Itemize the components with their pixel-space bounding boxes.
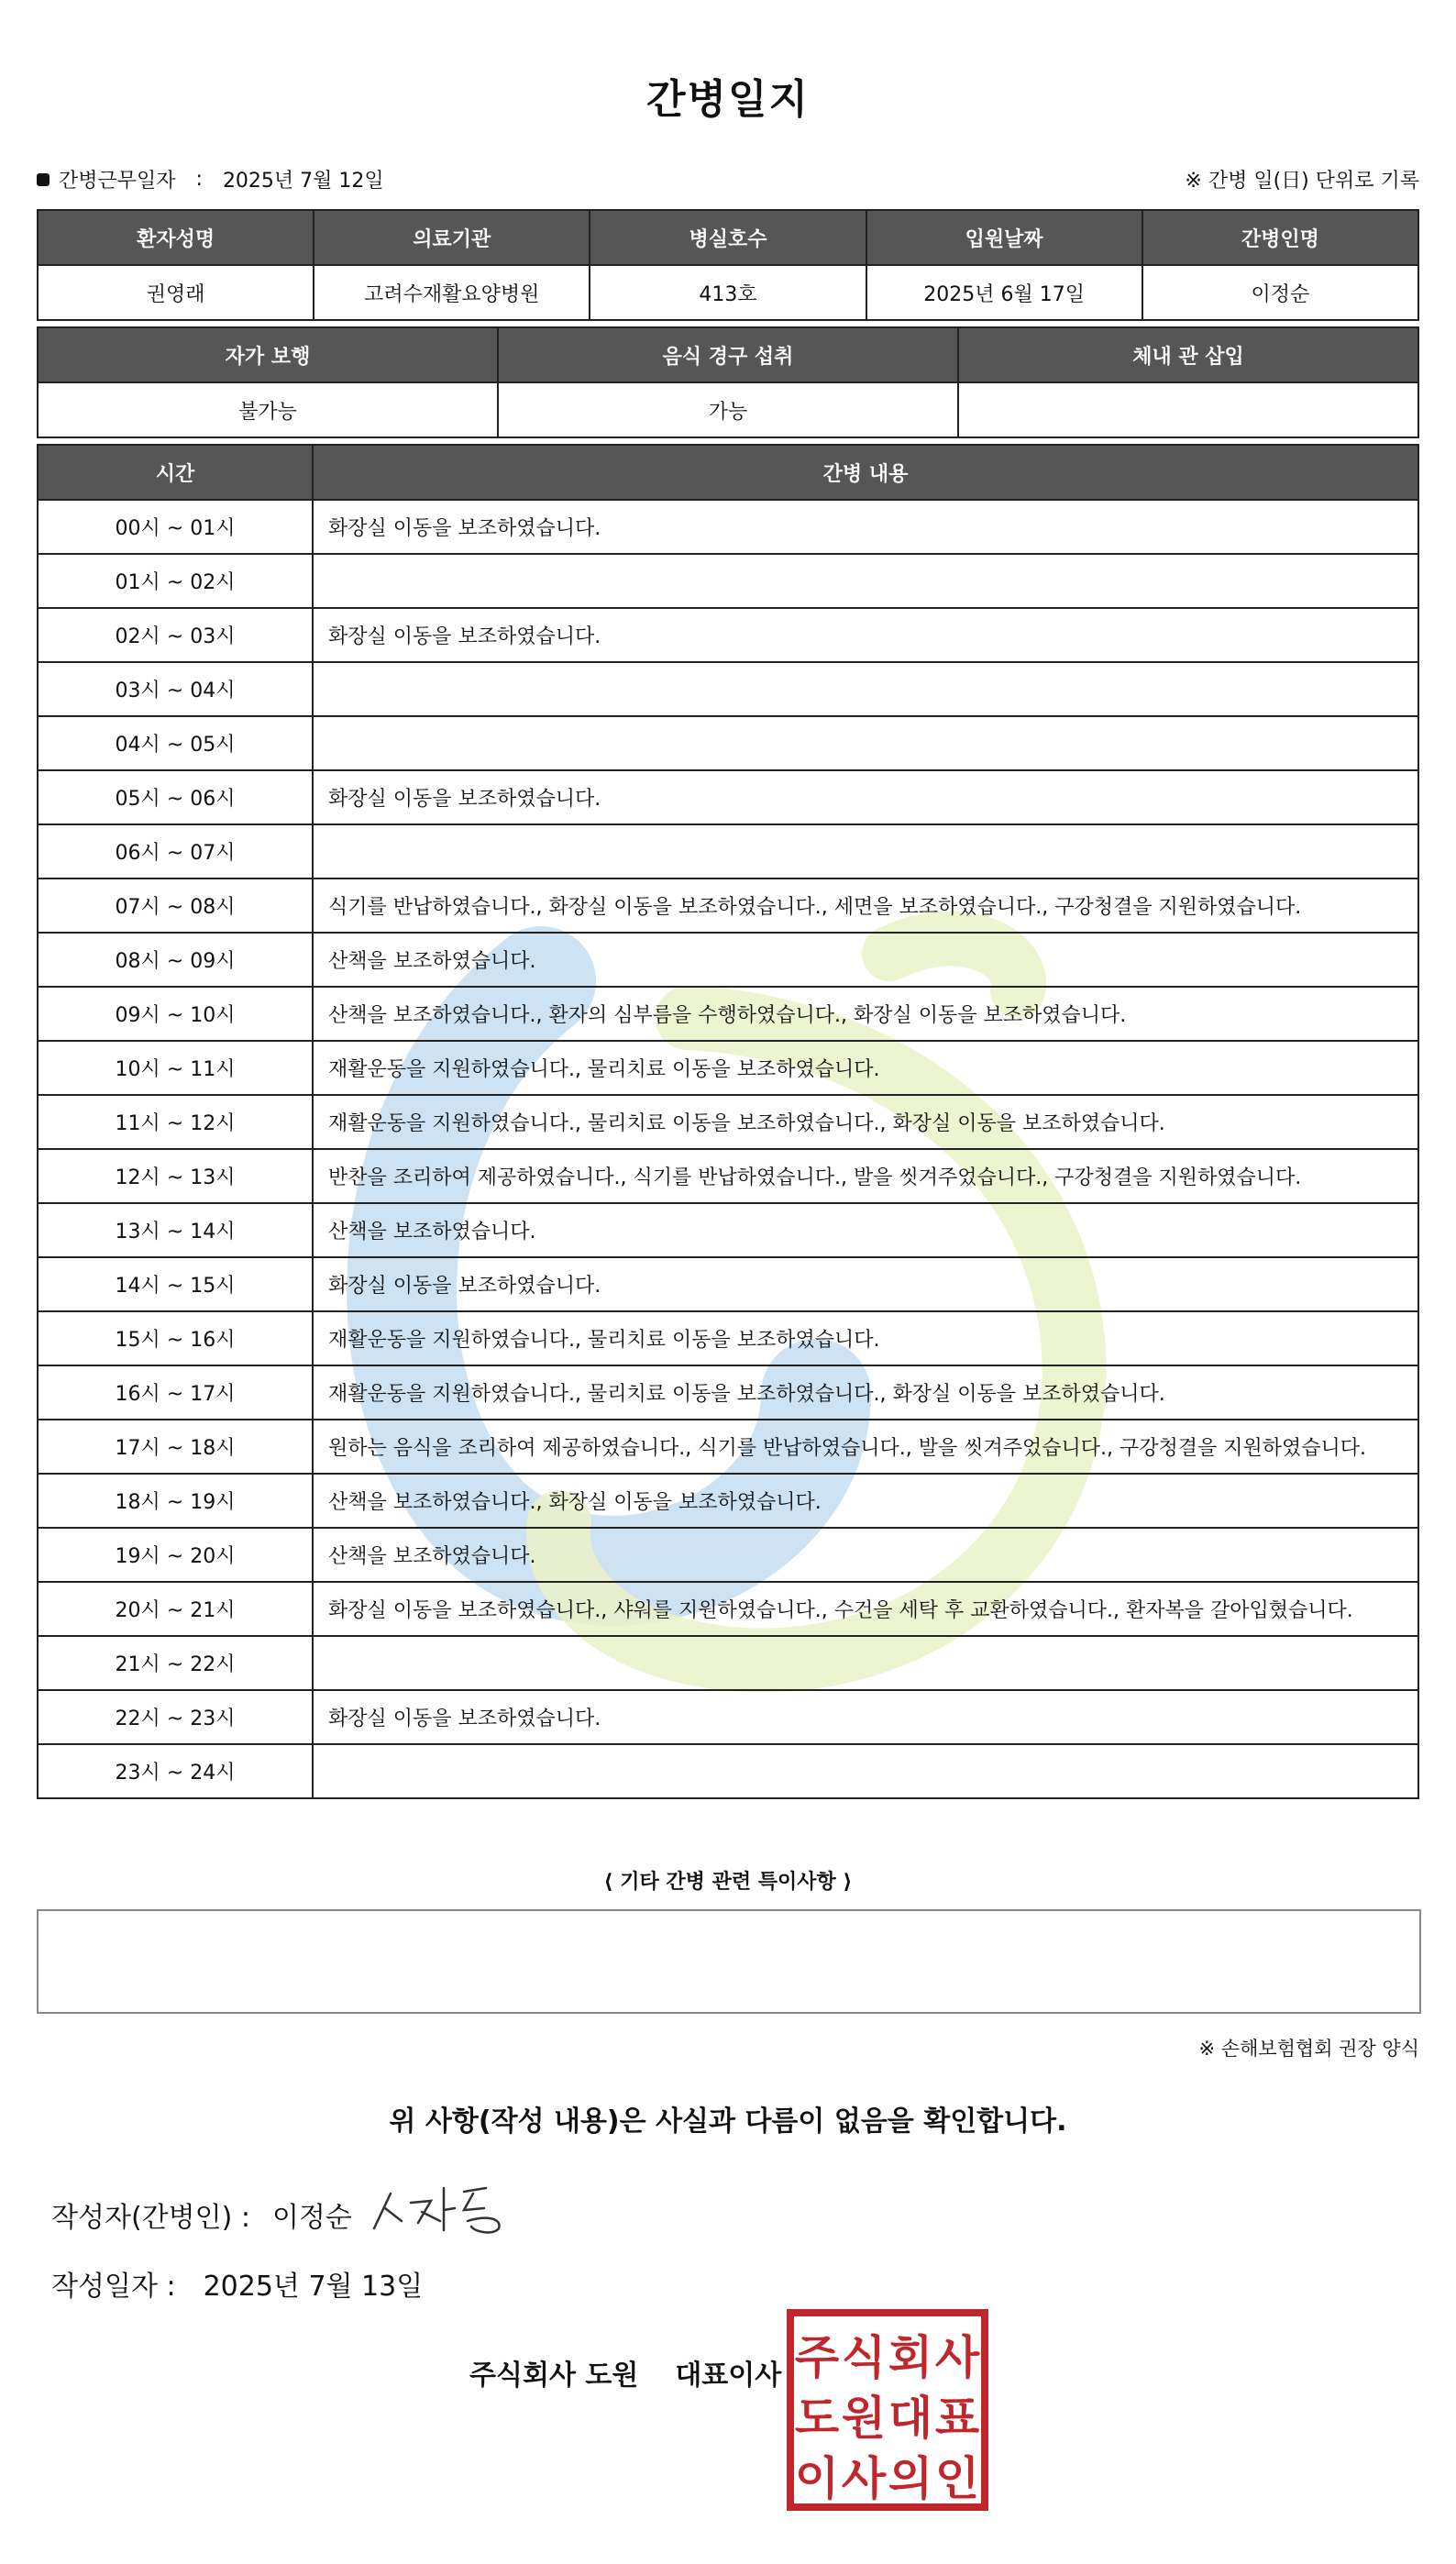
- written-date-value: 2025년 7월 13일: [203, 2271, 424, 2303]
- header-oral-intake: 음식 경구 섭취: [498, 327, 958, 382]
- log-content: 반찬을 조리하여 제공하였습니다., 식기를 반납하였습니다., 발을 씻겨주었습니다., 구강청결을 지원하였습니다.: [313, 1149, 1418, 1203]
- log-content: 화장실 이동을 보조하였습니다.: [313, 770, 1418, 824]
- table-row: [38, 1744, 1418, 1798]
- seal-character: 대: [888, 2392, 933, 2445]
- room-number: 413호: [590, 265, 866, 320]
- table-row: [38, 933, 1418, 987]
- unit-note: ※ 간병 일(日) 단위로 기록: [1185, 170, 1419, 193]
- log-content: [313, 716, 1418, 770]
- writer-label: 작성자(간병인) :: [51, 2202, 250, 2234]
- table-row: [38, 1528, 1418, 1582]
- table-row: [38, 1636, 1418, 1690]
- log-content: 재활운동을 지원하였습니다., 물리치료 이동을 보조하였습니다.: [313, 1041, 1418, 1095]
- institution: 고려수재활요양병원: [314, 265, 590, 320]
- notes-title: ⟨ 기타 간병 관련 특이사항 ⟩: [603, 1871, 853, 1894]
- header-room: 병실호수: [590, 210, 866, 265]
- work-date-info: [37, 165, 384, 193]
- log-content: 산책을 보조하였습니다.: [313, 933, 1418, 987]
- log-time: 05시 ~ 06시: [38, 770, 313, 824]
- log-content: 재활운동을 지원하였습니다., 물리치료 이동을 보조하였습니다.: [313, 1311, 1418, 1365]
- seal-character: 회: [888, 2331, 933, 2384]
- company-signature-line: [469, 2352, 781, 2393]
- table-row: [38, 1311, 1418, 1365]
- table-row: [38, 1041, 1418, 1095]
- log-time: 03시 ~ 04시: [38, 662, 313, 716]
- table-row: [38, 1474, 1418, 1528]
- log-content: 화장실 이동을 보조하였습니다., 샤워를 지원하였습니다., 수건을 세탁 후 교환하였습니다., 환자복을 갈아입혔습니다.: [313, 1582, 1418, 1636]
- log-time: 22시 ~ 23시: [38, 1690, 313, 1744]
- log-content: 재활운동을 지원하였습니다., 물리치료 이동을 보조하였습니다., 화장실 이동을 보조하였습니다.: [313, 1365, 1418, 1420]
- work-date-colon: :: [195, 168, 203, 191]
- header-patient-name: 환자성명: [38, 210, 314, 265]
- patient-info-value-row: [38, 265, 1418, 320]
- log-time: 13시 ~ 14시: [38, 1203, 313, 1257]
- writer-name: 이정순: [271, 2202, 352, 2234]
- seal-character: 주: [794, 2331, 840, 2384]
- seal-character: 원: [841, 2392, 887, 2445]
- log-time: 23시 ~ 24시: [38, 1744, 313, 1798]
- table-row: [38, 770, 1418, 824]
- table-row: [38, 1149, 1418, 1203]
- care-log-header-row: [38, 445, 1418, 500]
- log-content: 원하는 음식을 조리하여 제공하였습니다., 식기를 반납하였습니다., 발을 씻겨주었습니다., 구강청결을 지원하였습니다.: [313, 1420, 1418, 1474]
- table-row: [38, 1420, 1418, 1474]
- log-content: 산책을 보조하였습니다.: [313, 1528, 1418, 1582]
- log-time: 14시 ~ 15시: [38, 1257, 313, 1311]
- log-time: 20시 ~ 21시: [38, 1582, 313, 1636]
- patient-name: 권영래: [38, 265, 314, 320]
- seal-character: 사: [934, 2331, 980, 2384]
- seal-character: 의: [888, 2452, 933, 2505]
- header-institution: 의료기관: [314, 210, 590, 265]
- seal-character: 인: [934, 2452, 980, 2505]
- status-value-row: [38, 382, 1418, 437]
- seal-character: 표: [934, 2392, 980, 2445]
- written-date-label: 작성일자 :: [51, 2271, 176, 2303]
- square-bullet-icon: [37, 173, 50, 186]
- log-time: 12시 ~ 13시: [38, 1149, 313, 1203]
- admission-date: 2025년 6월 17일: [866, 265, 1142, 320]
- log-content: 재활운동을 지원하였습니다., 물리치료 이동을 보조하였습니다., 화장실 이동을 보조하였습니다.: [313, 1095, 1418, 1149]
- notes-box: [37, 1909, 1421, 2014]
- table-row: [38, 987, 1418, 1041]
- log-time: 07시 ~ 08시: [38, 879, 313, 933]
- table-row: [38, 500, 1418, 554]
- log-content: [313, 554, 1418, 608]
- patient-info-table: [37, 209, 1419, 321]
- table-row: [38, 554, 1418, 608]
- log-time: 17시 ~ 18시: [38, 1420, 313, 1474]
- log-content: 식기를 반납하였습니다., 화장실 이동을 보조하였습니다., 세면을 보조하였습니다., 구강청결을 지원하였습니다.: [313, 879, 1418, 933]
- table-row: [38, 1690, 1418, 1744]
- log-content: 화장실 이동을 보조하였습니다.: [313, 1690, 1418, 1744]
- tube-insertion-value: [958, 382, 1418, 437]
- log-time: 10시 ~ 11시: [38, 1041, 313, 1095]
- handwritten-signature: [365, 2175, 521, 2239]
- seal-character: 이: [794, 2452, 840, 2505]
- care-log-body: [38, 500, 1418, 1798]
- log-time: 18시 ~ 19시: [38, 1474, 313, 1528]
- log-time: 11시 ~ 12시: [38, 1095, 313, 1149]
- header-tube-insertion: 체내 관 삽입: [958, 327, 1418, 382]
- log-time: 09시 ~ 10시: [38, 987, 313, 1041]
- log-time: 06시 ~ 07시: [38, 824, 313, 879]
- table-row: [38, 1095, 1418, 1149]
- header-self-walking: 자가 보행: [38, 327, 498, 382]
- page-title: 간병일지: [645, 76, 810, 123]
- patient-status-table: [37, 326, 1419, 438]
- form-footnote: ※ 손해보험협회 권장 양식: [1198, 2038, 1419, 2060]
- log-time: 08시 ~ 09시: [38, 933, 313, 987]
- log-content: 산책을 보조하였습니다., 환자의 심부름을 수행하였습니다., 화장실 이동을 보조하였습니다.: [313, 987, 1418, 1041]
- header-time: 시간: [38, 445, 313, 500]
- header-caregiver-name: 간병인명: [1142, 210, 1418, 265]
- work-date-row: [37, 165, 1419, 198]
- log-time: 19시 ~ 20시: [38, 1528, 313, 1582]
- table-row: [38, 662, 1418, 716]
- seal-character: 도: [794, 2392, 840, 2445]
- header-care-content: 간병 내용: [313, 445, 1418, 500]
- log-time: 02시 ~ 03시: [38, 608, 313, 662]
- patient-info-header-row: [38, 210, 1418, 265]
- writer-row: [51, 2194, 352, 2235]
- status-header-row: [38, 327, 1418, 382]
- written-date-row: [51, 2263, 423, 2304]
- log-content: 화장실 이동을 보조하였습니다.: [313, 500, 1418, 554]
- self-walking-value: 불가능: [38, 382, 498, 437]
- log-content: [313, 662, 1418, 716]
- header-admission-date: 입원날짜: [866, 210, 1142, 265]
- representative-title: 대표이사: [675, 2360, 782, 2392]
- confirmation-statement: 위 사항(작성 내용)은 사실과 다름이 없음을 확인합니다.: [389, 2105, 1067, 2138]
- log-time: 00시 ~ 01시: [38, 500, 313, 554]
- log-time: 04시 ~ 05시: [38, 716, 313, 770]
- log-time: 01시 ~ 02시: [38, 554, 313, 608]
- table-row: [38, 608, 1418, 662]
- log-content: 산책을 보조하였습니다.: [313, 1203, 1418, 1257]
- table-row: [38, 879, 1418, 933]
- log-content: [313, 1744, 1418, 1798]
- table-row: [38, 1582, 1418, 1636]
- log-time: 16시 ~ 17시: [38, 1365, 313, 1420]
- caregiver-name: 이정순: [1142, 265, 1418, 320]
- oral-intake-value: 가능: [498, 382, 958, 437]
- log-content: [313, 824, 1418, 879]
- table-row: [38, 1365, 1418, 1420]
- table-row: [38, 716, 1418, 770]
- log-time: 15시 ~ 16시: [38, 1311, 313, 1365]
- company-name: 주식회사 도원: [469, 2360, 639, 2392]
- log-content: 산책을 보조하였습니다., 화장실 이동을 보조하였습니다.: [313, 1474, 1418, 1528]
- log-content: 화장실 이동을 보조하였습니다.: [313, 608, 1418, 662]
- work-date-value: 2025년 7월 12일: [222, 170, 384, 193]
- log-time: 21시 ~ 22시: [38, 1636, 313, 1690]
- table-row: [38, 1257, 1418, 1311]
- company-seal-stamp: [785, 2307, 990, 2513]
- log-content: 화장실 이동을 보조하였습니다.: [313, 1257, 1418, 1311]
- seal-character: 사: [841, 2452, 887, 2505]
- seal-character: 식: [841, 2331, 887, 2384]
- care-log-table: [37, 444, 1419, 1799]
- table-row: [38, 824, 1418, 879]
- table-row: [38, 1203, 1418, 1257]
- log-content: [313, 1636, 1418, 1690]
- work-date-label: 간병근무일자: [59, 170, 176, 193]
